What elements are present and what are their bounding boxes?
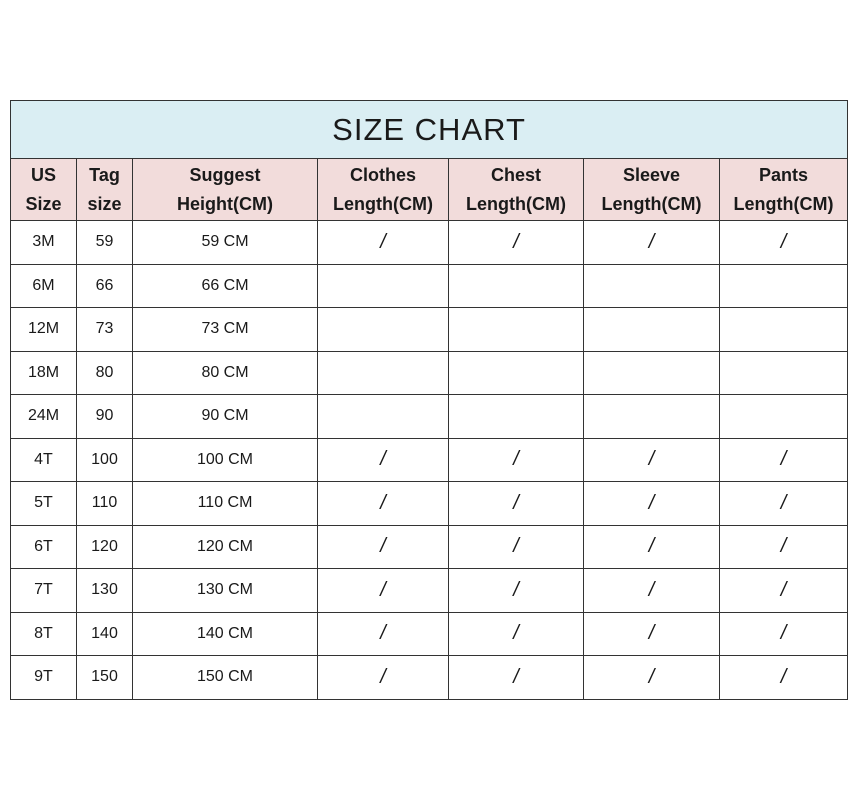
cell-suggest-height: 90 CM xyxy=(133,395,318,439)
cell-tag-size: 130 xyxy=(77,569,133,613)
cell-suggest-height: 80 CM xyxy=(133,351,318,395)
size-chart-table xyxy=(10,100,848,700)
cell-chest-length: / xyxy=(449,221,584,265)
cell-clothes-length: / xyxy=(318,482,449,526)
cell-tag-size: 120 xyxy=(77,525,133,569)
cell-tag-size: 59 xyxy=(77,221,133,265)
cell-clothes-length: / xyxy=(318,525,449,569)
column-header-line2: Length(CM) xyxy=(601,193,702,214)
table-row xyxy=(11,308,848,352)
column-header-line1: Clothes xyxy=(349,164,416,185)
table-body xyxy=(11,221,848,700)
cell-clothes-length: / xyxy=(318,569,449,613)
cell-clothes-length: / xyxy=(318,656,449,700)
cell-pants-length: / xyxy=(720,438,848,482)
cell-us-size: 3M xyxy=(11,221,77,265)
column-header-line1: Chest xyxy=(490,164,541,185)
cell-us-size: 18M xyxy=(11,351,77,395)
table-row xyxy=(11,351,848,395)
cell-tag-size: 90 xyxy=(77,395,133,439)
cell-us-size: 6T xyxy=(11,525,77,569)
table-row xyxy=(11,612,848,656)
cell-pants-length: / xyxy=(720,656,848,700)
cell-pants-length: / xyxy=(720,482,848,526)
cell-us-size: 4T xyxy=(11,438,77,482)
cell-suggest-height: 150 CM xyxy=(133,656,318,700)
cell-pants-length xyxy=(720,264,848,308)
cell-tag-size: 100 xyxy=(77,438,133,482)
cell-clothes-length: / xyxy=(318,438,449,482)
column-header-line1: Pants xyxy=(759,164,809,185)
cell-suggest-height: 59 CM xyxy=(133,221,318,265)
cell-suggest-height: 73 CM xyxy=(133,308,318,352)
table-row xyxy=(11,264,848,308)
column-header-line2: size xyxy=(87,193,122,214)
cell-chest-length xyxy=(449,264,584,308)
cell-us-size: 7T xyxy=(11,569,77,613)
column-header-line1: Suggest xyxy=(189,164,261,185)
cell-tag-size: 66 xyxy=(77,264,133,308)
cell-chest-length xyxy=(449,351,584,395)
cell-sleeve-length: / xyxy=(584,438,720,482)
table-row xyxy=(11,482,848,526)
cell-sleeve-length: / xyxy=(584,525,720,569)
cell-tag-size: 80 xyxy=(77,351,133,395)
table-row xyxy=(11,569,848,613)
cell-us-size: 5T xyxy=(11,482,77,526)
cell-clothes-length: / xyxy=(318,221,449,265)
column-header-line1: Sleeve xyxy=(622,164,681,185)
cell-clothes-length: / xyxy=(318,612,449,656)
cell-chest-length: / xyxy=(449,438,584,482)
cell-suggest-height: 120 CM xyxy=(133,525,318,569)
cell-pants-length xyxy=(720,308,848,352)
cell-suggest-height: 66 CM xyxy=(133,264,318,308)
cell-suggest-height: 110 CM xyxy=(133,482,318,526)
column-header-line1: US xyxy=(30,164,56,185)
cell-sleeve-length: / xyxy=(584,656,720,700)
cell-chest-length xyxy=(449,308,584,352)
cell-pants-length: / xyxy=(720,525,848,569)
table-row xyxy=(11,221,848,265)
cell-pants-length xyxy=(720,351,848,395)
cell-suggest-height: 100 CM xyxy=(133,438,318,482)
title-row xyxy=(11,101,848,159)
cell-sleeve-length: / xyxy=(584,612,720,656)
column-header-line2: Size xyxy=(25,193,62,214)
cell-sleeve-length: / xyxy=(584,482,720,526)
column-header-sleeve-length xyxy=(584,159,720,221)
cell-tag-size: 110 xyxy=(77,482,133,526)
cell-tag-size: 73 xyxy=(77,308,133,352)
cell-sleeve-length xyxy=(584,351,720,395)
chart-title: SIZE CHART xyxy=(11,101,848,159)
cell-pants-length: / xyxy=(720,221,848,265)
cell-chest-length: / xyxy=(449,656,584,700)
cell-sleeve-length xyxy=(584,395,720,439)
cell-chest-length: / xyxy=(449,482,584,526)
table-row xyxy=(11,656,848,700)
cell-sleeve-length: / xyxy=(584,569,720,613)
cell-clothes-length xyxy=(318,395,449,439)
column-header-chest-length xyxy=(449,159,584,221)
cell-us-size: 24M xyxy=(11,395,77,439)
cell-pants-length xyxy=(720,395,848,439)
column-header-line2: Length(CM) xyxy=(333,193,433,214)
cell-pants-length: / xyxy=(720,612,848,656)
table-row xyxy=(11,438,848,482)
cell-clothes-length xyxy=(318,308,449,352)
cell-us-size: 9T xyxy=(11,656,77,700)
column-header-pants-length xyxy=(720,159,848,221)
cell-pants-length: / xyxy=(720,569,848,613)
cell-us-size: 6M xyxy=(11,264,77,308)
column-header-line2: Length(CM) xyxy=(733,193,834,214)
table-row xyxy=(11,395,848,439)
cell-sleeve-length: / xyxy=(584,221,720,265)
column-header-line1: Tag xyxy=(89,164,120,185)
cell-us-size: 12M xyxy=(11,308,77,352)
cell-suggest-height: 130 CM xyxy=(133,569,318,613)
cell-sleeve-length xyxy=(584,308,720,352)
table-row xyxy=(11,525,848,569)
cell-clothes-length xyxy=(318,264,449,308)
cell-clothes-length xyxy=(318,351,449,395)
cell-us-size: 8T xyxy=(11,612,77,656)
cell-tag-size: 140 xyxy=(77,612,133,656)
cell-suggest-height: 140 CM xyxy=(133,612,318,656)
column-header-us-size xyxy=(11,159,77,221)
column-header-suggest-height xyxy=(133,159,318,221)
header-row xyxy=(11,159,848,221)
cell-sleeve-length xyxy=(584,264,720,308)
column-header-line2: Height(CM) xyxy=(177,193,273,214)
cell-chest-length: / xyxy=(449,569,584,613)
cell-chest-length: / xyxy=(449,525,584,569)
column-header-clothes-length xyxy=(318,159,449,221)
cell-chest-length: / xyxy=(449,612,584,656)
column-header-line2: Length(CM) xyxy=(466,193,566,214)
cell-tag-size: 150 xyxy=(77,656,133,700)
column-header-tag-size xyxy=(77,159,133,221)
cell-chest-length xyxy=(449,395,584,439)
